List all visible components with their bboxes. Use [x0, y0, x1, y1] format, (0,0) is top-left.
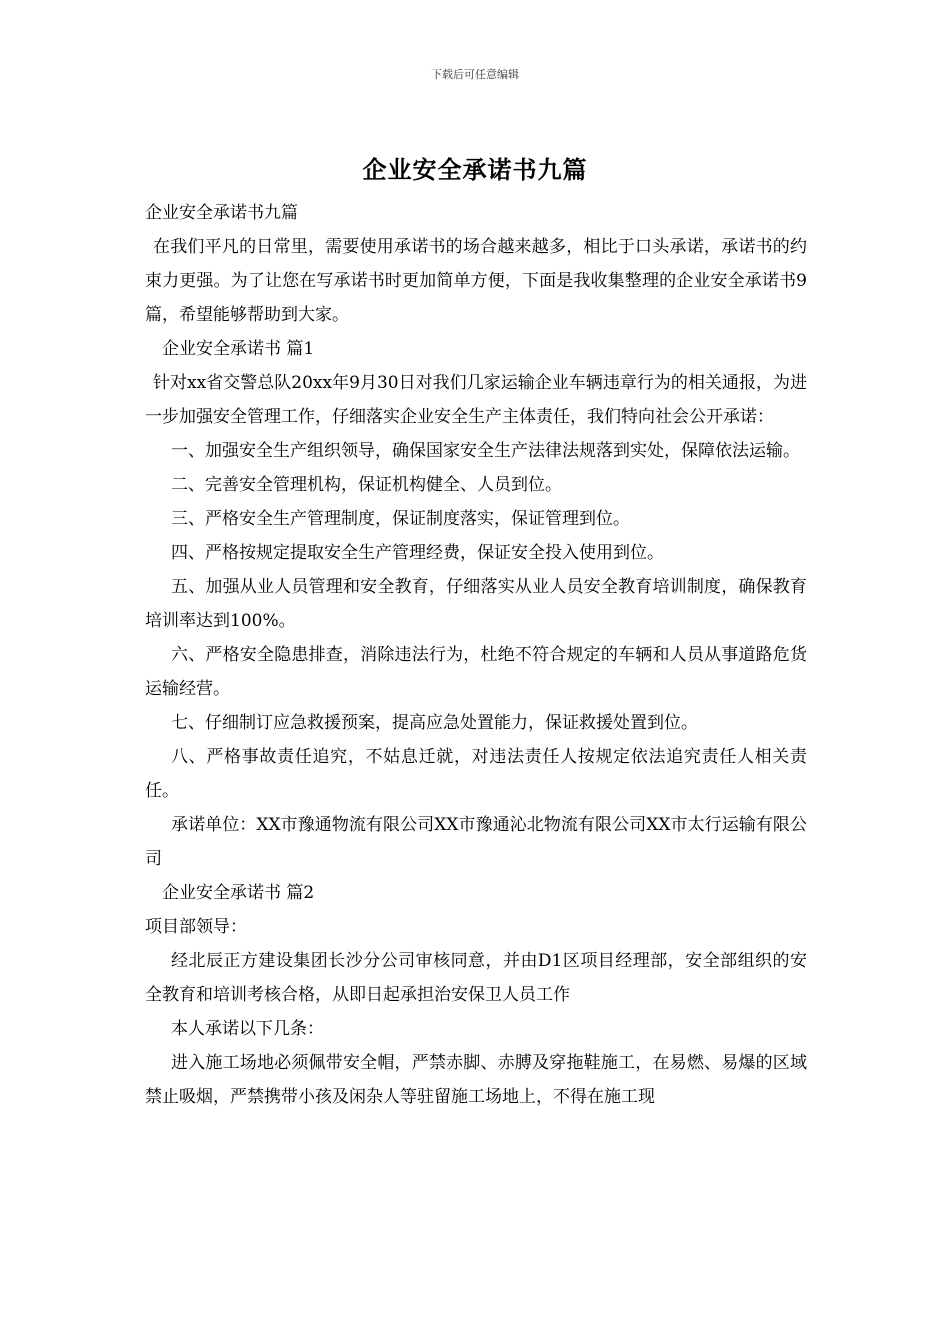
- document-title: 企业安全承诺书九篇: [362, 155, 588, 184]
- paragraph: 二、完善安全管理机构，保证机构健全、人员到位。: [171, 475, 562, 495]
- paragraph: 六、严格安全隐患排查，消除违法行为，杜绝不符合规定的车辆和人员从事道路危货运输经营。: [145, 645, 807, 699]
- paragraph: 四、严格按规定提取安全生产管理经费，保证安全投入使用到位。: [171, 543, 664, 563]
- paragraph: 一、加强安全生产组织领导，确保国家安全生产法律法规落到实处，保障依法运输。: [171, 441, 800, 461]
- paragraph: 企业安全承诺书九篇: [145, 203, 298, 223]
- paragraph: 三、严格安全生产管理制度，保证制度落实，保证管理到位。: [171, 509, 630, 529]
- paragraph: 企业安全承诺书 篇1: [162, 339, 315, 359]
- paragraph: 五、加强从业人员管理和安全教育，仔细落实从业人员安全教育培训制度，确保教育培训率达到100%。: [145, 577, 807, 631]
- paragraph: 进入施工场地必须佩带安全帽，严禁赤脚、赤膊及穿拖鞋施工，在易燃、易爆的区域禁止吸烟，严禁携带小孩及闲杂人等驻留施工场地上，不得在施工现: [145, 1053, 807, 1107]
- paragraph: 项目部领导：: [145, 917, 247, 937]
- header-note: 下载后可任意编辑: [431, 68, 519, 81]
- paragraph: 针对xx省交警总队20xx年9月30日对我们几家运输企业车辆违章行为的相关通报，为进一步加强安全管理工作，仔细落实企业安全生产主体责任，我们特向社会公开承诺：: [145, 373, 807, 427]
- document-body: [145, 196, 807, 1114]
- paragraph: 七、仔细制订应急救援预案，提高应急处置能力，保证救援处置到位。: [171, 713, 698, 733]
- paragraph: 承诺单位：XX市豫通物流有限公司XX市豫通沁北物流有限公司XX市太行运输有限公司: [145, 815, 807, 869]
- paragraph: 本人承诺以下几条：: [171, 1019, 324, 1039]
- paragraph: 八、严格事故责任追究，不姑息迁就，对违法责任人按规定依法追究责任人相关责任。: [145, 747, 807, 801]
- paragraph: 企业安全承诺书 篇2: [162, 883, 315, 903]
- paragraph: 在我们平凡的日常里，需要使用承诺书的场合越来越多，相比于口头承诺，承诺书的约束力更强。为了让您在写承诺书时更加简单方便，下面是我收集整理的企业安全承诺书9篇，希望能够帮助到大家。: [145, 237, 807, 325]
- paragraph: 经北辰正方建设集团长沙分公司审核同意，并由D1区项目经理部，安全部组织的安全教育和培训考核合格，从即日起承担治安保卫人员工作: [145, 951, 807, 1005]
